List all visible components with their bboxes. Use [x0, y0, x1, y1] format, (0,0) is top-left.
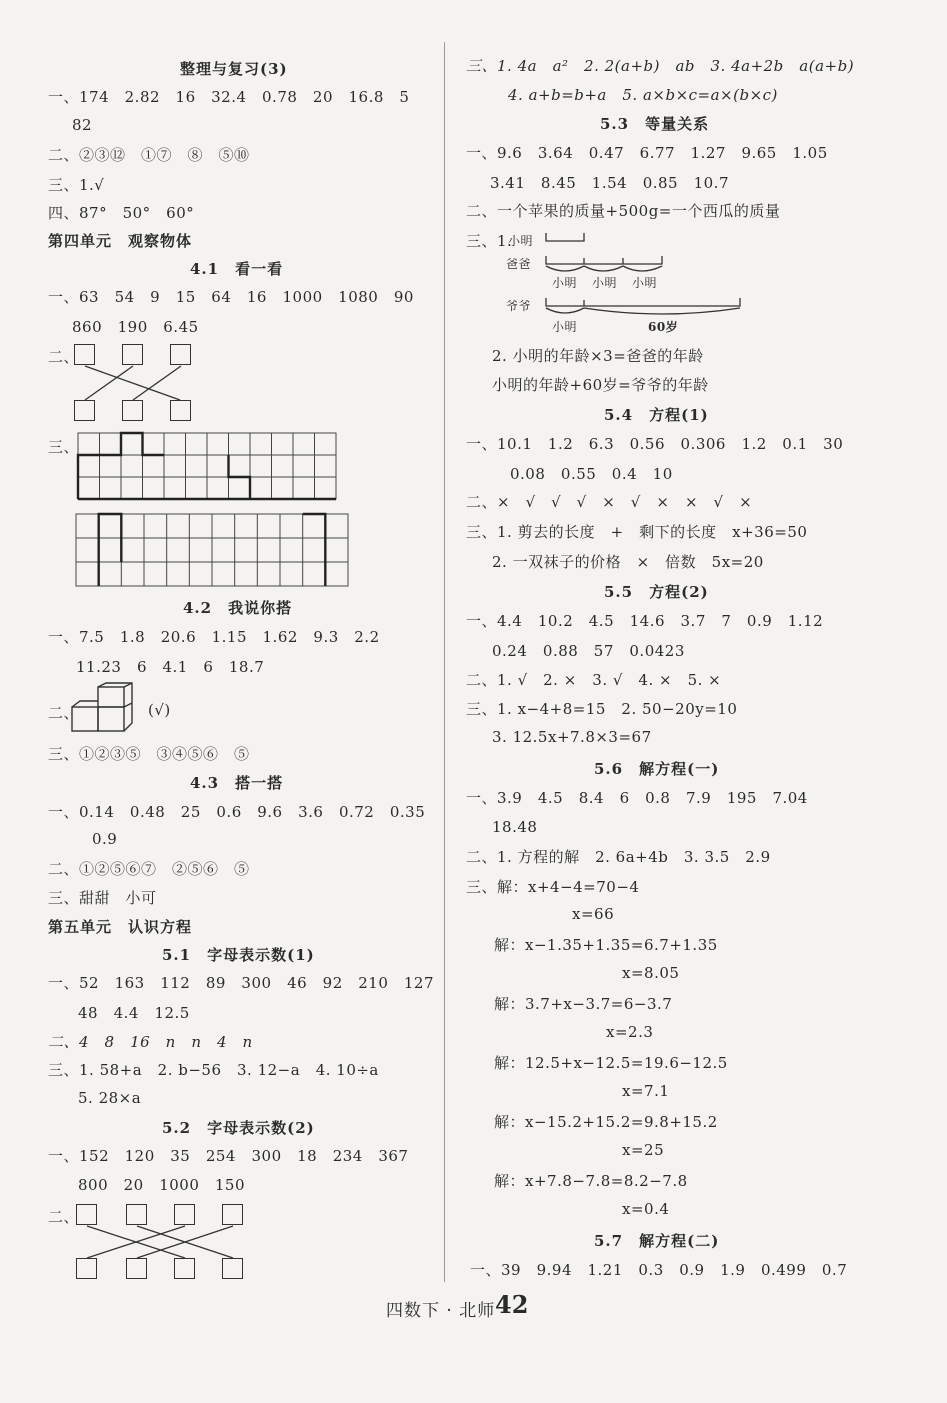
answer-line: 一、174 2.82 16 32.4 0.78 20 16.8 5	[48, 88, 410, 106]
answer-line: 二、1. √ 2. × 3. √ 4. × 5. ×	[466, 671, 722, 689]
answer-line: 二、× √ √ √ × √ × × √ ×	[466, 493, 753, 511]
answer-line: 48 4.4 12.5	[78, 1004, 190, 1022]
answer-line: 一、10.1 1.2 6.3 0.56 0.306 1.2 0.1 30	[466, 435, 844, 453]
answer-line: x=7.1	[622, 1082, 670, 1100]
unit4-title: 第四单元 观察物体	[48, 232, 193, 250]
answer-line: 三、1. 剪去的长度 + 剩下的长度 x+36=50	[466, 523, 808, 541]
question-label: 二、	[48, 704, 80, 722]
answer-line: 三、1. 58+a 2. b−56 3. 12−a 4. 10÷a	[48, 1061, 379, 1079]
answer-line: 3. 12.5x+7.8×3=67	[492, 728, 652, 746]
answer-line: 一、4.4 10.2 4.5 14.6 3.7 7 0.9 1.12	[466, 612, 824, 630]
question-label: 二、	[48, 1208, 80, 1226]
answer-line: x=66	[572, 905, 615, 923]
answer-line: 二、1. 方程的解 2. 6a+4b 3. 3.5 2.9	[466, 848, 771, 866]
answer-line: 二、①②⑤⑥⑦ ②⑤⑥ ⑤	[48, 860, 250, 878]
section-title-4-2: 4.2 我说你搭	[183, 599, 293, 617]
answer-line: 二、②③⑫ ①⑦ ⑧ ⑤⑩	[48, 146, 250, 164]
answer-line: 三、甜甜 小可	[48, 889, 157, 907]
answer-line: 0.08 0.55 0.4 10	[510, 465, 673, 483]
section-title-5-1: 5.1 字母表示数(1)	[162, 946, 315, 964]
answer-line: 5. 28×a	[78, 1089, 142, 1107]
check-mark: (√)	[148, 701, 171, 719]
answer-line: 解：x−15.2+15.2=9.8+15.2	[494, 1113, 718, 1131]
section-title-5-4: 5.4 方程(1)	[604, 406, 709, 424]
answer-line: x=0.4	[622, 1200, 670, 1218]
answer-line: 800 20 1000 150	[78, 1176, 246, 1194]
answer-line: 一、39 9.94 1.21 0.3 0.9 1.9 0.499 0.7	[470, 1261, 848, 1279]
question-label: 二、	[48, 348, 80, 366]
diagram-label: 小明	[592, 276, 618, 290]
answer-line: 三、1.√	[48, 176, 105, 194]
answer-line: 一、152 120 35 254 300 18 234 367	[48, 1147, 409, 1165]
answer-line: 82	[72, 116, 93, 134]
diagram-label: 小明	[508, 234, 534, 248]
section-title-5-3: 5.3 等量关系	[600, 115, 710, 133]
section-title-5-2: 5.2 字母表示数(2)	[162, 1119, 315, 1137]
answer-line: x=2.3	[606, 1023, 654, 1041]
section-title-5-7: 5.7 解方程(二)	[594, 1232, 720, 1250]
diagram-label: 60岁	[648, 320, 679, 334]
answer-line: 2. 一双袜子的价格 × 倍数 5x=20	[492, 553, 764, 571]
footer-label: 四数下 · 北师	[386, 1301, 496, 1321]
answer-line: 三、1. 4a a² 2. 2(a+b) ab 3. 4a+2b a(a+b)	[466, 57, 855, 75]
diagram-label: 小明	[552, 276, 578, 290]
diagram-label: 爷爷	[506, 299, 532, 313]
answer-line: 4. a+b=b+a 5. a×b×c=a×(b×c)	[508, 86, 778, 104]
unit5-title: 第五单元 认识方程	[48, 918, 193, 936]
answer-line: 二、一个苹果的质量+500g=一个西瓜的质量	[466, 202, 781, 220]
answer-line: 三、解：x+4−4=70−4	[466, 878, 640, 896]
section-title-4-1: 4.1 看一看	[190, 260, 284, 278]
answer-line: 小明的年龄+60岁=爷爷的年龄	[492, 376, 709, 394]
answer-line: 解：x+7.8−7.8=8.2−7.8	[494, 1172, 688, 1190]
answer-line: 一、3.9 4.5 8.4 6 0.8 7.9 195 7.04	[466, 789, 808, 807]
answer-line: 四、87° 50° 60°	[48, 204, 195, 222]
answer-line: 三、1. x−4+8=15 2. 50−20y=10	[466, 700, 738, 718]
answer-line: 一、9.6 3.64 0.47 6.77 1.27 9.65 1.05	[466, 144, 828, 162]
answer-line: 三、①②③⑤ ③④⑤⑥ ⑤	[48, 745, 250, 763]
section-title-5-6: 5.6 解方程(一)	[594, 760, 720, 778]
diagram-label: 爸爸	[506, 257, 532, 271]
section-title-4-3: 4.3 搭一搭	[190, 774, 284, 792]
answer-line: 一、63 54 9 15 64 16 1000 1080 90	[48, 288, 414, 306]
answer-line: 二、4 8 16 n n 4 n	[48, 1033, 253, 1051]
answer-line: 11.23 6 4.1 6 18.7	[76, 658, 265, 676]
line-segment-diagram	[0, 0, 760, 340]
section-title-review3: 整理与复习(3)	[180, 60, 288, 78]
answer-line: 解：12.5+x−12.5=19.6−12.5	[494, 1054, 728, 1072]
answer-line: x=8.05	[622, 964, 680, 982]
question-label: 三、1.	[466, 232, 513, 250]
page-number: 42	[495, 1290, 529, 1319]
answer-line: 0.9	[92, 830, 118, 848]
answer-line: 0.24 0.88 57 0.0423	[492, 642, 685, 660]
answer-line: 一、7.5 1.8 20.6 1.15 1.62 9.3 2.2	[48, 628, 380, 646]
answer-line: 解：3.7+x−3.7=6−3.7	[494, 995, 673, 1013]
answer-line: 2. 小明的年龄×3=爸爸的年龄	[492, 347, 704, 365]
section-title-5-5: 5.5 方程(2)	[604, 583, 709, 601]
answer-line: 3.41 8.45 1.54 0.85 10.7	[490, 174, 729, 192]
diagram-label: 小明	[632, 276, 658, 290]
answer-line: 解：x−1.35+1.35=6.7+1.35	[494, 936, 718, 954]
question-label: 三、	[48, 438, 80, 456]
answer-line: 一、52 163 112 89 300 46 92 210 127	[48, 974, 435, 992]
answer-line: 18.48	[492, 818, 538, 836]
diagram-label: 小明	[552, 320, 578, 334]
answer-line: 一、0.14 0.48 25 0.6 9.6 3.6 0.72 0.35	[48, 803, 426, 821]
answer-line: 860 190 6.45	[72, 318, 199, 336]
answer-line: x=25	[622, 1141, 665, 1159]
